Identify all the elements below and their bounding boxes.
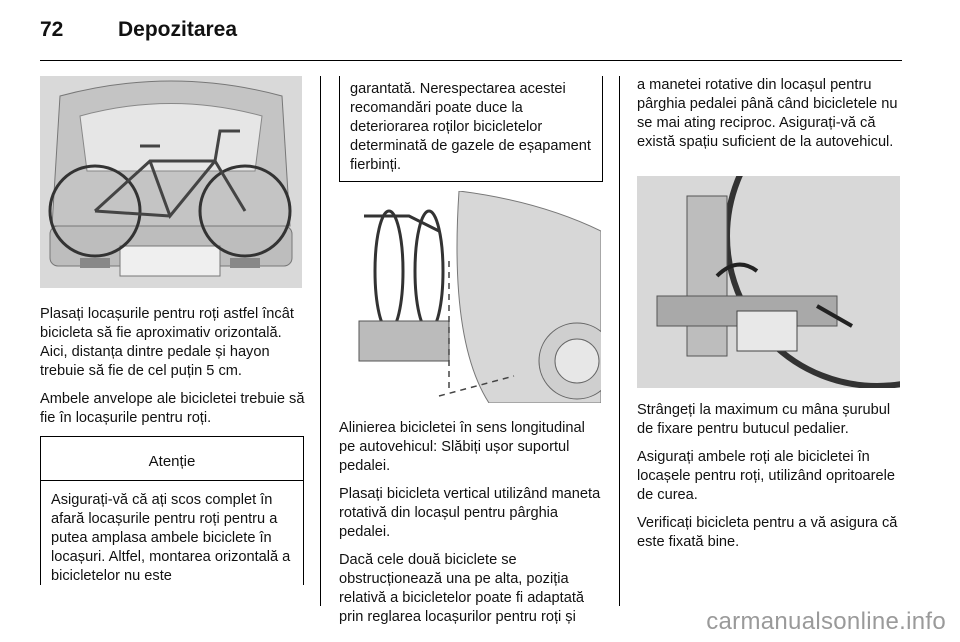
bike-alignment-illustration — [339, 191, 601, 403]
paragraph: Plasați bicicleta vertical utilizând maneta rotativă din locașul pentru pârghia pedalei. — [339, 486, 601, 540]
paragraph: Ambele anvelope ale bicicletei trebuie să fie în locașurile pentru roți. — [40, 391, 305, 426]
column-divider — [320, 76, 321, 606]
notice-title: Atenție — [41, 437, 303, 481]
notice-box — [40, 436, 304, 585]
page-title: Depozitarea — [118, 18, 238, 41]
header-rule — [40, 60, 902, 61]
column-3-text — [637, 401, 903, 561]
column-1-text — [40, 305, 308, 437]
column-divider — [619, 76, 620, 606]
paragraph: Dacă cele două biciclete se obstrucționează una pe alta, poziția relativă a bicicletelor poate fi adaptată prin reglarea locașurilor pentru roți și — [339, 552, 585, 625]
paragraph: Plasați locașurile pentru roți astfel încât bicicleta să fie aproximativ orizontală. Aici, distanța dintre pedale și hayon trebuie să fie de cel puțin 5 cm. — [40, 306, 294, 379]
paragraph: Asigurați ambele roți ale bicicletei în locașele pentru roți, utilizând opritoarele de curea. — [637, 449, 895, 503]
paragraph: a manetei rotative din locașul pentru pârghia pedalei până când bicicletele nu se mai ating reciproc. Asigurați-vă că există spațiu suficient de la autovehicul. — [637, 77, 898, 150]
notice-text: Asigurați-vă că ați scos complet în afară locașurile pentru roți pentru a putea amplasa ambele biciclete în locașuri. Altfel, montarea orizontală a bicicletelor nu este — [51, 492, 291, 584]
bike-rack-rear-illustration — [40, 76, 302, 288]
notice-continued-text: garantată. Nerespectarea acestei recomandări poate duce la deteriorarea roților bicicletelor determinată de gazele de eșapament fierbinți. — [350, 81, 591, 173]
paragraph: Verificați bicicleta pentru a vă asigura că este fixată bine. — [637, 515, 898, 550]
column-3-top-text — [637, 76, 903, 161]
watermark: carmanualsonline.info — [706, 608, 946, 635]
pedal-lock-illustration — [637, 176, 900, 388]
paragraph: Alinierea bicicletei în sens longitudinal pe autovehicul: Slăbiți ușor suportul pedalei. — [339, 420, 585, 474]
page-number: 72 — [40, 18, 64, 41]
column-2-text — [339, 419, 605, 636]
paragraph: Strângeți la maximum cu mâna șurubul de fixare pentru butucul pedalier. — [637, 402, 891, 437]
notice-box-continued — [339, 76, 603, 182]
page-header — [40, 18, 237, 42]
